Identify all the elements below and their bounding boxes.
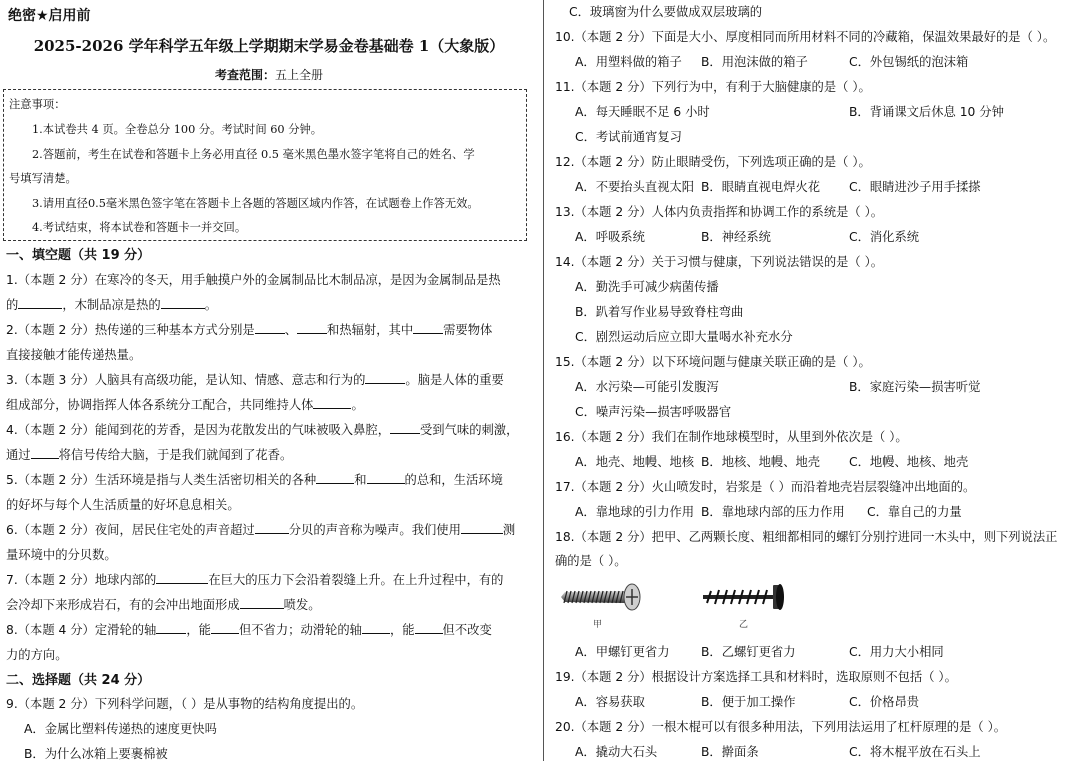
screw-yi-label: 乙 — [739, 620, 749, 630]
q4-text-1: 4.（本题 2 分）能闻到花的芳香，是因为花散发出的气味被吸入鼻腔， — [6, 423, 390, 437]
notice-item-4: 4.考试结束，将本试卷和答题卡一并交回。 — [32, 221, 247, 234]
notice-title: 注意事项： — [9, 98, 66, 111]
q16-stem: 16.（本题 2 分）我们在制作地球模型时，从里到外依次是（ ）。 — [555, 430, 908, 444]
scope-value: 五上全册 — [275, 68, 324, 82]
q2-line-b: 直接接触才能传递热量。 — [6, 348, 142, 362]
q1-text-1: 的 — [6, 298, 19, 312]
q9-option-b[interactable]: B．为什么冰箱上要裹棉被 — [24, 747, 168, 761]
q8-text-3: 但不省力；动滑轮的轴 — [238, 623, 362, 637]
q18-option-b[interactable]: B．乙螺钉更省力 — [701, 645, 796, 659]
q8-text-4: ，能 — [389, 623, 415, 637]
q6-text-1: 6.（本题 2 分）夜间，居民住宅处的声音超过 — [6, 523, 255, 537]
q14-option-c[interactable]: C．剧烈运动后应立即大量喝水补充水分 — [575, 330, 793, 344]
notice-item-1: 1.本试卷共 4 页。全卷总分 100 分。考试时间 60 分钟。 — [32, 123, 323, 136]
q10-option-b[interactable]: B．用泡沫做的箱子 — [701, 55, 808, 69]
q10-stem: 10.（本题 2 分）下面是大小、厚度相同而所用材料不同的冷藏箱，保温效果最好的是（ ）。 — [555, 30, 1056, 44]
q4-blank-2[interactable] — [31, 447, 59, 459]
q18-option-c[interactable]: C．用力大小相同 — [849, 645, 944, 659]
q10-option-a[interactable]: A．用塑料做的箱子 — [575, 55, 682, 69]
q3-text-1: 3.（本题 3 分）人脑具有高级功能，是认知、情感、意志和行为的 — [6, 373, 366, 387]
section-fill-blank-title: 一、填空题（共 19 分） — [6, 248, 151, 263]
screw-yi-image — [701, 579, 787, 615]
q6-blank-2[interactable] — [461, 522, 503, 534]
q19-stem: 19.（本题 2 分）根据设计方案选择工具和材料时，选取原则不包括（ ）。 — [555, 670, 957, 684]
q8-text-2: ，能 — [186, 623, 211, 637]
q4-line-b — [6, 445, 292, 463]
q19-option-c[interactable]: C．价格昂贵 — [849, 695, 920, 709]
screw-jia-label: 甲 — [593, 620, 603, 630]
q2-blank-2[interactable] — [297, 322, 327, 334]
q7-line-a — [6, 570, 503, 588]
q12-option-a[interactable]: A．不要抬头直视太阳 — [575, 180, 695, 194]
q6-line-b: 量环境中的分贝数。 — [6, 548, 117, 562]
q5-blank-2[interactable] — [367, 472, 405, 484]
q8-line-b: 力的方向。 — [6, 648, 68, 662]
q4-blank-1[interactable] — [390, 422, 420, 434]
q20-option-a[interactable]: A．撬动大石头 — [575, 745, 658, 759]
q2-text-3: 和热辐射，其中 — [327, 323, 414, 337]
q8-line-a — [6, 620, 492, 638]
q4-text-4: 将信号传给大脑，于是我们就闻到了花香。 — [58, 448, 293, 462]
q13-stem: 13.（本题 2 分）人体内负责指挥和协调工作的系统是（ ）。 — [555, 205, 884, 219]
q8-blank-3[interactable] — [362, 622, 390, 634]
q3-line-b — [6, 395, 364, 413]
q7-text-2: 在巨大的压力下会沿着裂缝上升。在上升过程中，有的 — [208, 573, 504, 587]
column-divider — [543, 0, 544, 761]
q8-blank-1[interactable] — [156, 622, 186, 634]
q10-option-c[interactable]: C．外包锡纸的泡沫箱 — [849, 55, 969, 69]
q12-stem: 12.（本题 2 分）防止眼睛受伤，下列选项正确的是（ ）。 — [555, 155, 871, 169]
q3-blank-2[interactable] — [313, 397, 351, 409]
page-title: 2025-2026 学年科学五年级上学期期末学易金卷基础卷 1（大象版） — [33, 37, 505, 55]
q3-line-a — [6, 370, 504, 388]
q2-blank-3[interactable] — [413, 322, 443, 334]
q5-text-2: 和 — [354, 473, 367, 487]
q13-option-c[interactable]: C．消化系统 — [849, 230, 920, 244]
q16-option-c[interactable]: C．地幔、地核、地壳 — [849, 455, 969, 469]
q6-text-2: 分贝的声音称为噪声。我们使用 — [288, 523, 461, 537]
q14-option-a[interactable]: A．勤洗手可减少病菌传播 — [575, 280, 719, 294]
q7-text-3: 会冷却下来形成岩石，有的会冲出地面形成 — [6, 598, 240, 612]
q6-text-3: 测 — [502, 523, 516, 537]
q2-text-4: 需要物体 — [443, 323, 493, 337]
q2-line-a — [6, 320, 492, 338]
q8-text-1: 8.（本题 4 分）定滑轮的轴 — [6, 623, 157, 637]
q7-text-1: 7.（本题 2 分）地球内部的 — [6, 573, 157, 587]
q1-line-a: 1.（本题 2 分）在寒冷的冬天，用手触摸户外的金属制品比木制品凉，是因为金属制品是热 — [6, 273, 501, 287]
secret-mark: 绝密★启用前 — [8, 8, 91, 24]
q19-option-a[interactable]: A．容易获取 — [575, 695, 645, 709]
q1-blank-1[interactable] — [18, 297, 62, 309]
q14-stem: 14.（本题 2 分）关于习惯与健康，下列说法错误的是（ ）。 — [555, 255, 884, 269]
q20-stem: 20.（本题 2 分）一根木棍可以有很多种用法，下列用法运用了杠杆原理的是（ ）。 — [555, 720, 1007, 734]
q1-text-3: 。 — [204, 298, 218, 312]
q4-text-3: 通过 — [6, 448, 31, 462]
q3-text-3: 组成部分，协调指挥人体各系统分工配合，共同维持人体 — [6, 398, 314, 412]
q4-text-2: 受到气味的刺激， — [420, 423, 519, 437]
q13-option-b[interactable]: B．神经系统 — [701, 230, 771, 244]
q1-line-b — [6, 295, 217, 313]
q8-blank-4[interactable] — [415, 622, 443, 634]
q7-blank-2[interactable] — [240, 597, 284, 609]
q20-option-c[interactable]: C．将木棍平放在石头上 — [849, 745, 981, 759]
q3-text-4: 。 — [351, 398, 364, 412]
notice-box — [3, 89, 527, 241]
q5-text-1: 5.（本题 2 分）生活环境是指与人类生活密切相关的各种 — [6, 473, 317, 487]
q5-line-a — [6, 470, 503, 488]
q9-option-c[interactable]: C．玻璃窗为什么要做成双层玻璃的 — [569, 5, 763, 19]
notice-item-2b: 号填写清楚。 — [9, 172, 77, 185]
q15-option-c[interactable]: C．噪声污染—损害呼吸器官 — [575, 405, 732, 419]
q6-blank-1[interactable] — [255, 522, 289, 534]
q4-line-a — [6, 420, 518, 438]
q2-blank-1[interactable] — [255, 322, 285, 334]
q1-blank-2[interactable] — [161, 297, 205, 309]
q18-stem-a: 18.（本题 2 分）把甲、乙两颗长度、粗细都相同的螺钉分别拧进同一木头中，则下列说法正 — [555, 530, 1058, 544]
q12-option-c[interactable]: C．眼睛进沙子用手揉搽 — [849, 180, 981, 194]
exam-scope — [0, 66, 538, 83]
q8-blank-2[interactable] — [211, 622, 239, 634]
q1-text-2: ，木制品凉是热的 — [62, 298, 161, 312]
q11-option-c[interactable]: C．考试前通宵复习 — [575, 130, 682, 144]
q17-option-a[interactable]: A．靠地球的引力作用 — [575, 505, 695, 519]
q14-option-b[interactable]: B．趴着写作业易导致脊柱弯曲 — [575, 305, 744, 319]
q13-option-a[interactable]: A．呼吸系统 — [575, 230, 645, 244]
q18-stem-b: 确的是（ ）。 — [555, 554, 627, 568]
q19-option-b[interactable]: B．便于加工操作 — [701, 695, 796, 709]
notice-item-2a: 2.答题前，考生在试卷和答题卡上务必用直径 0.5 毫米黑色墨水签字笔将自己的姓名、学 — [32, 148, 475, 161]
q16-option-b[interactable]: B．地核、地幔、地壳 — [701, 455, 821, 469]
section-choice-title: 二、选择题（共 24 分） — [6, 673, 151, 688]
q16-option-a[interactable]: A．地壳、地幔、地核 — [575, 455, 695, 469]
q15-stem: 15.（本题 2 分）以下环境问题与健康关联正确的是（ ）。 — [555, 355, 871, 369]
q5-line-b: 的好坏与每个人生活质量的好坏息息相关。 — [6, 498, 240, 512]
q17-option-b[interactable]: B．靠地球内部的压力作用 — [701, 505, 845, 519]
q5-text-3: 的总和，生活环境 — [404, 473, 503, 487]
scope-label: 考查范围： — [214, 68, 275, 82]
q12-option-b[interactable]: B．眼睛直视电焊火花 — [701, 180, 821, 194]
q3-text-2: 。脑是人体的重要 — [405, 373, 504, 387]
q17-stem: 17.（本题 2 分）火山喷发时，岩浆是（ ）而沿着地壳岩层裂缝冲出地面的。 — [555, 480, 976, 494]
q11-stem: 11.（本题 2 分）下列行为中，有利于大脑健康的是（ ）。 — [555, 80, 871, 94]
q9-stem: 9.（本题 2 分）下列科学问题，（ ）是从事物的结构角度提出的。 — [6, 697, 364, 711]
q11-option-b[interactable]: B．背诵课文后休息 10 分钟 — [849, 105, 1004, 119]
notice-item-3: 3.请用直径0.5毫米黑色签字笔在答题卡上各题的答题区域内作答，在试题卷上作答无效。 — [32, 197, 479, 210]
q6-line-a — [6, 520, 515, 538]
q7-line-b — [6, 595, 321, 613]
q7-blank-1[interactable] — [156, 572, 208, 584]
screw-jia-image — [559, 579, 645, 615]
q15-option-a[interactable]: A．水污染—可能引发腹泻 — [575, 380, 719, 394]
q9-option-a[interactable]: A．金属比塑料传递热的速度更快吗 — [24, 722, 217, 736]
right-column — [551, 0, 1075, 761]
q2-text-2: 、 — [284, 323, 298, 337]
q20-option-b[interactable]: B．擀面条 — [701, 745, 759, 759]
q3-blank-1[interactable] — [365, 372, 405, 384]
q18-option-a[interactable]: A．甲螺钉更省力 — [575, 645, 670, 659]
left-column — [0, 0, 538, 761]
q15-option-b[interactable]: B．家庭污染—损害听觉 — [849, 380, 981, 394]
q2-text-1: 2.（本题 2 分）热传递的三种基本方式分别是 — [6, 323, 255, 337]
q17-option-c[interactable]: C．靠自己的力量 — [867, 505, 962, 519]
q5-blank-1[interactable] — [316, 472, 354, 484]
q8-text-5: 但不改变 — [442, 623, 492, 637]
q11-option-a[interactable]: A．每天睡眠不足 6 小时 — [575, 105, 710, 119]
q7-text-4: 喷发。 — [283, 598, 321, 612]
